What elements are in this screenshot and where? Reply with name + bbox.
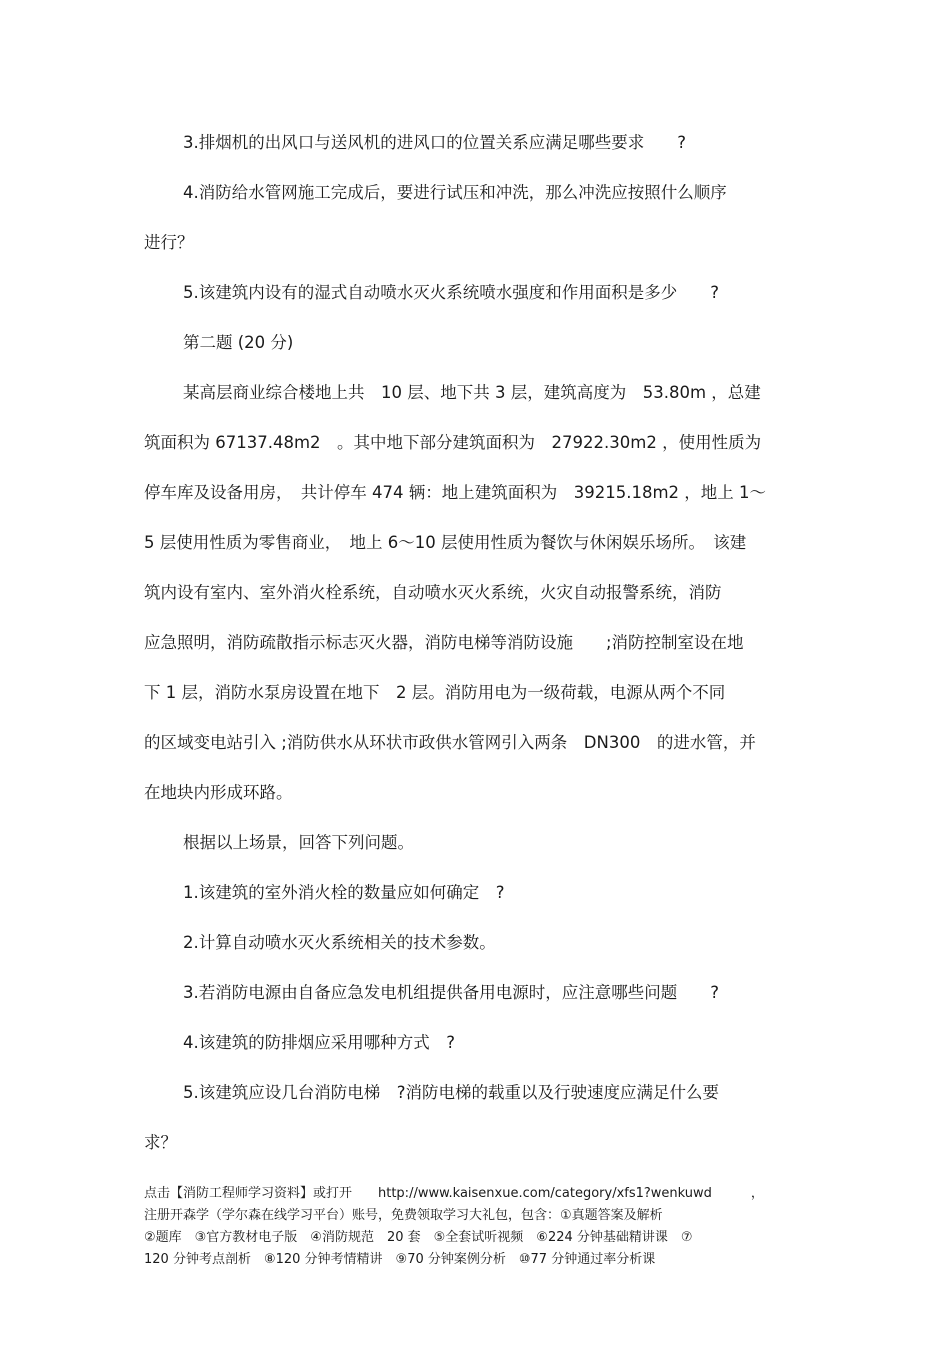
footer-line: ②题库 ③官方教材电子版 ④消防规范 20 套 ⑤全套试听视频 ⑥224 分钟基础精讲课 ⑦ xyxy=(144,1230,693,1245)
question-line: 进行？ xyxy=(144,233,194,252)
question-line: 3.排烟机的出风口与送风机的进风口的位置关系应满足哪些要求 ? xyxy=(183,133,687,152)
question-line: 3.若消防电源由自备应急发电机组提供备用电源时，应注意哪些问题 ? xyxy=(183,983,720,1002)
footer-link-line[interactable]: 点击【消防工程师学习资料】或打开 http://www.kaisenxue.com/category/xfs1?wenkuwd ， xyxy=(144,1186,764,1201)
question-line: 5.该建筑内设有的湿式自动喷水灭火系统喷水强度和作用面积是多少 ? xyxy=(183,283,720,302)
scenario-text: 筑面积为 67137.48m2 。其中地下部分建筑面积为 27922.30m2 ，使用性质为 xyxy=(144,433,762,452)
scenario-text: 的区域变电站引入 ;消防供水从环状市政供水管网引入两条 DN300 的进水管，并 xyxy=(144,733,756,752)
question-line: 2.计算自动喷水灭火系统相关的技术参数。 xyxy=(183,933,496,952)
footer-line: 注册开森学（学尔森在线学习平台）账号，免费领取学习大礼包，包含：①真题答案及解析 xyxy=(144,1208,663,1223)
scenario-text: 某高层商业综合楼地上共 10 层、地下共 3 层，建筑高度为 53.80m ，总建 xyxy=(183,383,761,402)
question-line: 4.消防给水管网施工完成后，要进行试压和冲洗，那么冲洗应按照什么顺序 xyxy=(183,183,727,202)
scenario-text: 应急照明，消防疏散指示标志灭火器，消防电梯等消防设施 ;消防控制室设在地 xyxy=(144,633,744,652)
question-line: 求？ xyxy=(144,1133,177,1152)
scenario-text: 5 层使用性质为零售商业， 地上 6～10 层使用性质为餐饮与休闲娱乐场所。 该建 xyxy=(144,533,747,552)
scenario-text: 下 1 层，消防水泵房设置在地下 2 层。消防用电为一级荷载，电源从两个不同 xyxy=(144,683,726,702)
question-line: 4.该建筑的防排烟应采用哪种方式 ? xyxy=(183,1033,456,1052)
scenario-text: 筑内设有室内、室外消火栓系统，自动喷水灭火系统，火灾自动报警系统，消防 xyxy=(144,583,722,602)
question-line: 5.该建筑应设几台消防电梯 ?消防电梯的载重以及行驶速度应满足什么要 xyxy=(183,1083,720,1102)
instruction-text: 根据以上场景，回答下列问题。 xyxy=(183,833,414,852)
question-line: 1.该建筑的室外消火栓的数量应如何确定 ? xyxy=(183,883,505,902)
scenario-text: 在地块内形成环路。 xyxy=(144,783,293,802)
scenario-text: 停车库及设备用房， 共计停车 474 辆：地上建筑面积为 39215.18m2 ，地上 1～ xyxy=(144,483,767,502)
footer-line: 120 分钟考点剖析 ⑧120 分钟考情精讲 ⑨70 分钟案例分析 ⑩77 分钟通过率分析课 xyxy=(144,1252,656,1267)
section-heading: 第二题 (20 分) xyxy=(183,333,294,352)
promo-footer xyxy=(144,1183,824,1271)
